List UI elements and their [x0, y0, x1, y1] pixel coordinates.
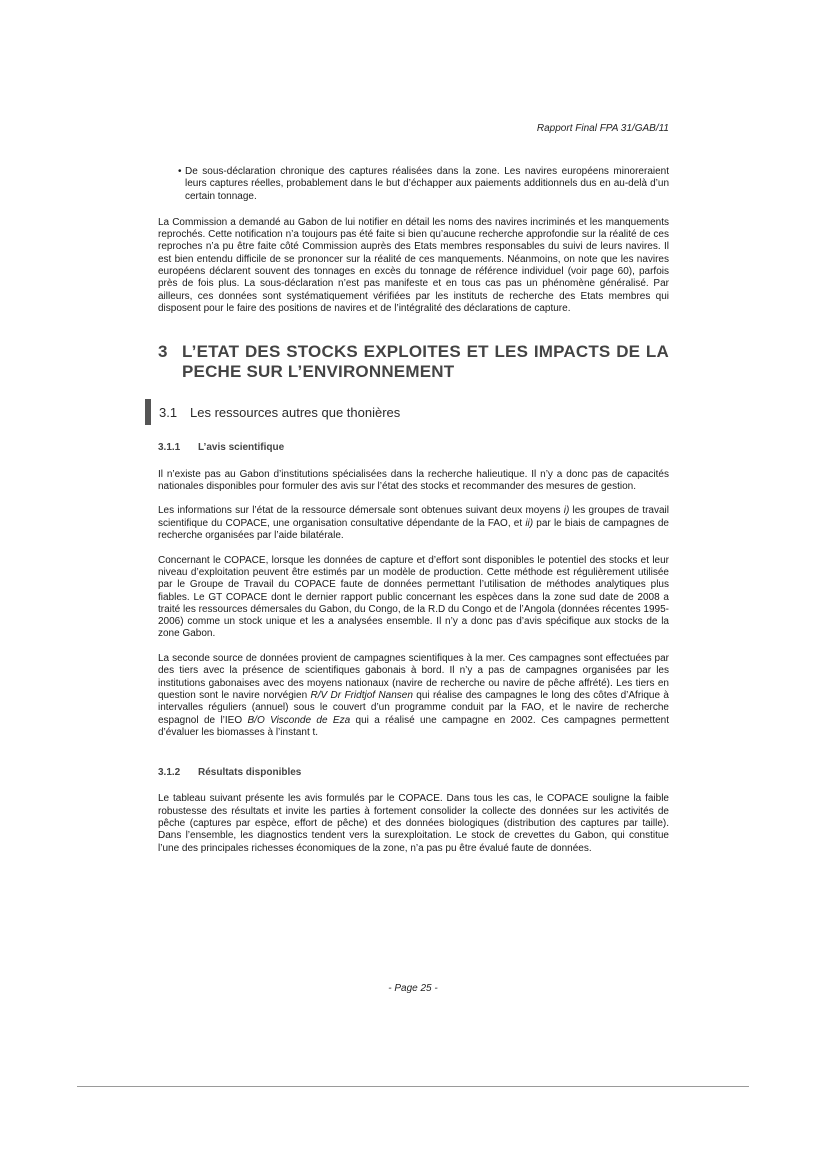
- section-3-1-heading: [158, 405, 669, 421]
- text-run: qui a réalisé une campagne en 2002. Ces campagnes permettent d’évaluer les biomasses à l’instant t.: [158, 714, 670, 738]
- section-3-1-2-heading: [158, 767, 669, 779]
- page-number: - Page 25 -: [388, 983, 438, 994]
- text-run-italic: i): [563, 505, 570, 517]
- section-3-1-2-title: Résultats disponibles: [198, 767, 302, 779]
- section-3-1-1-title: L’avis scientifique: [198, 442, 285, 454]
- section-3-heading: [158, 342, 669, 382]
- bullet-text: De sous-déclaration chronique des captures réalisées dans la zone. Les navires européens minoreraient leurs captures réelles, probablement dans le but d’échapper aux paiements additionnels dus en au-delà d’un certain tonnage.: [185, 166, 669, 202]
- section-3-1-1-number: 3.1.1: [158, 442, 181, 454]
- footer-divider: [77, 1086, 749, 1087]
- text-run: les groupes de travail scientifique du COPACE, une organisation consultative dépendante de la FAO, et: [158, 505, 669, 529]
- text-run: Les informations sur l’état de la ressource démersale sont obtenues suivant deux moyens: [158, 505, 564, 517]
- section-3-1-2-number: 3.1.2: [158, 767, 181, 779]
- section-3-1-1-heading: [158, 442, 669, 454]
- paragraph-information-sources: [158, 505, 669, 542]
- running-header: Rapport Final FPA 31/GAB/11: [536, 123, 669, 134]
- text-run: qui réalise des campagnes le long des côtes d’Afrique à intervalles réguliers (annuel) sous le couvert d’un programme conduit par la FAO, et le navire de recherche espagnol de l’IEO: [158, 689, 669, 726]
- ship-name-nansen: R/V Dr Fridtjof Nansen: [310, 689, 413, 701]
- paragraph-no-institutions: Il n’existe pas au Gabon d’institutions spécialisées dans la recherche halieutique. Il n’y a donc pas de capacités nationales disponibles pour formuler des avis sur l’état des stocks et recommander des mesures de gestion.: [158, 468, 669, 492]
- section-3-number: 3: [158, 342, 168, 362]
- paragraph-campaigns: [158, 653, 669, 739]
- section-3-title: L’ETAT DES STOCKS EXPLOITES ET LES IMPACTS DE LA PECHE SUR L’ENVIRONNEMENT: [182, 342, 669, 382]
- bullet-icon: •: [178, 166, 182, 177]
- section-3-1-title: Les ressources autres que thonières: [190, 405, 401, 421]
- text-run: par le biais de campagnes de recherche organisées par l’aide bilatérale.: [158, 517, 669, 542]
- paragraph-commission: La Commission a demandé au Gabon de lui notifier en détail les noms des navires incriminés et les manquements reprochés. Cette notification n’a toujours pas été faite si bien qu’aucune recherche approfondie sur la réalité de ces reproches n’a pu être faite côté Commission auprès des Etats membres responsables du suivi de leurs navires. Il est bien entendu difficile de se prononcer sur la réalité de ces manquements. Néanmoins, on note que les navires européens déclarent souvent des tonnages en excès du tonnage de référence individuel (voir page 60), parfois près de fois plus. La sous-déclaration n’est pas manifeste et en tous cas pas un phénomène généralisé. Par ailleurs, ces données sont systématiquement vérifiées par les instituts de recherche des Etats membres qui disposent pour le faire des positions de navires et de l’intégralité des déclarations de capture.: [158, 216, 669, 314]
- ship-name-eza: B/O Visconde de Eza: [247, 714, 351, 726]
- text-run-italic: ii): [525, 517, 534, 529]
- text-run: La seconde source de données provient de campagnes scientifiques à la mer. Ces campagnes sont effectuées par des tiers avec la présence de scientifiques gabonais à bord. Il n’y a pas de campagnes organisées par les institutions gabonaises avec des moyens nationaux (navire de recherche ou navire de pêche affrété). Les tiers en question sont le navire norvégien: [158, 653, 669, 701]
- paragraph-results: Le tableau suivant présente les avis formulés par le COPACE. Dans tous les cas, le COPACE souligne la faible robustesse des résultats et invite les parties à fortement consolider la collecte des données sur les activités de pêche (captures par espèce, effort de pêche) et des données biologiques (distribution des captures par taille). Dans l’ensemble, les diagnostics tendent vers la surexploitation. Le stock de crevettes du Gabon, qui constitue l’une des principales richesses économiques de la zone, n’a pas pu être évalué faute de données.: [158, 793, 669, 854]
- bullet-item: [158, 166, 669, 203]
- page-body: [158, 166, 669, 867]
- heading-marker-bar: [145, 399, 151, 425]
- paragraph-copace: Concernant le COPACE, lorsque les données de capture et d’effort sont disponibles le potentiel des stocks et leur niveau d’exploitation peuvent être estimés par un modèle de production. Cette méthode est régulièrement utilisée par le Groupe de Travail du COPACE faute de données permettant l’utilisation de méthodes analytiques plus fiables. Le GT COPACE dont le dernier rapport public concernant les espèces dans la zone sud date de 2008 a traité les ressources démersales du Gabon, du Congo, de la R.D du Congo et de l’Angola (données récentes 1995-2006) comme un stock unique et les a analysées ensemble. Il n’y a donc pas d’avis spécifique aux stocks de la zone Gabon.: [158, 554, 669, 640]
- section-3-1-number: 3.1: [159, 405, 178, 421]
